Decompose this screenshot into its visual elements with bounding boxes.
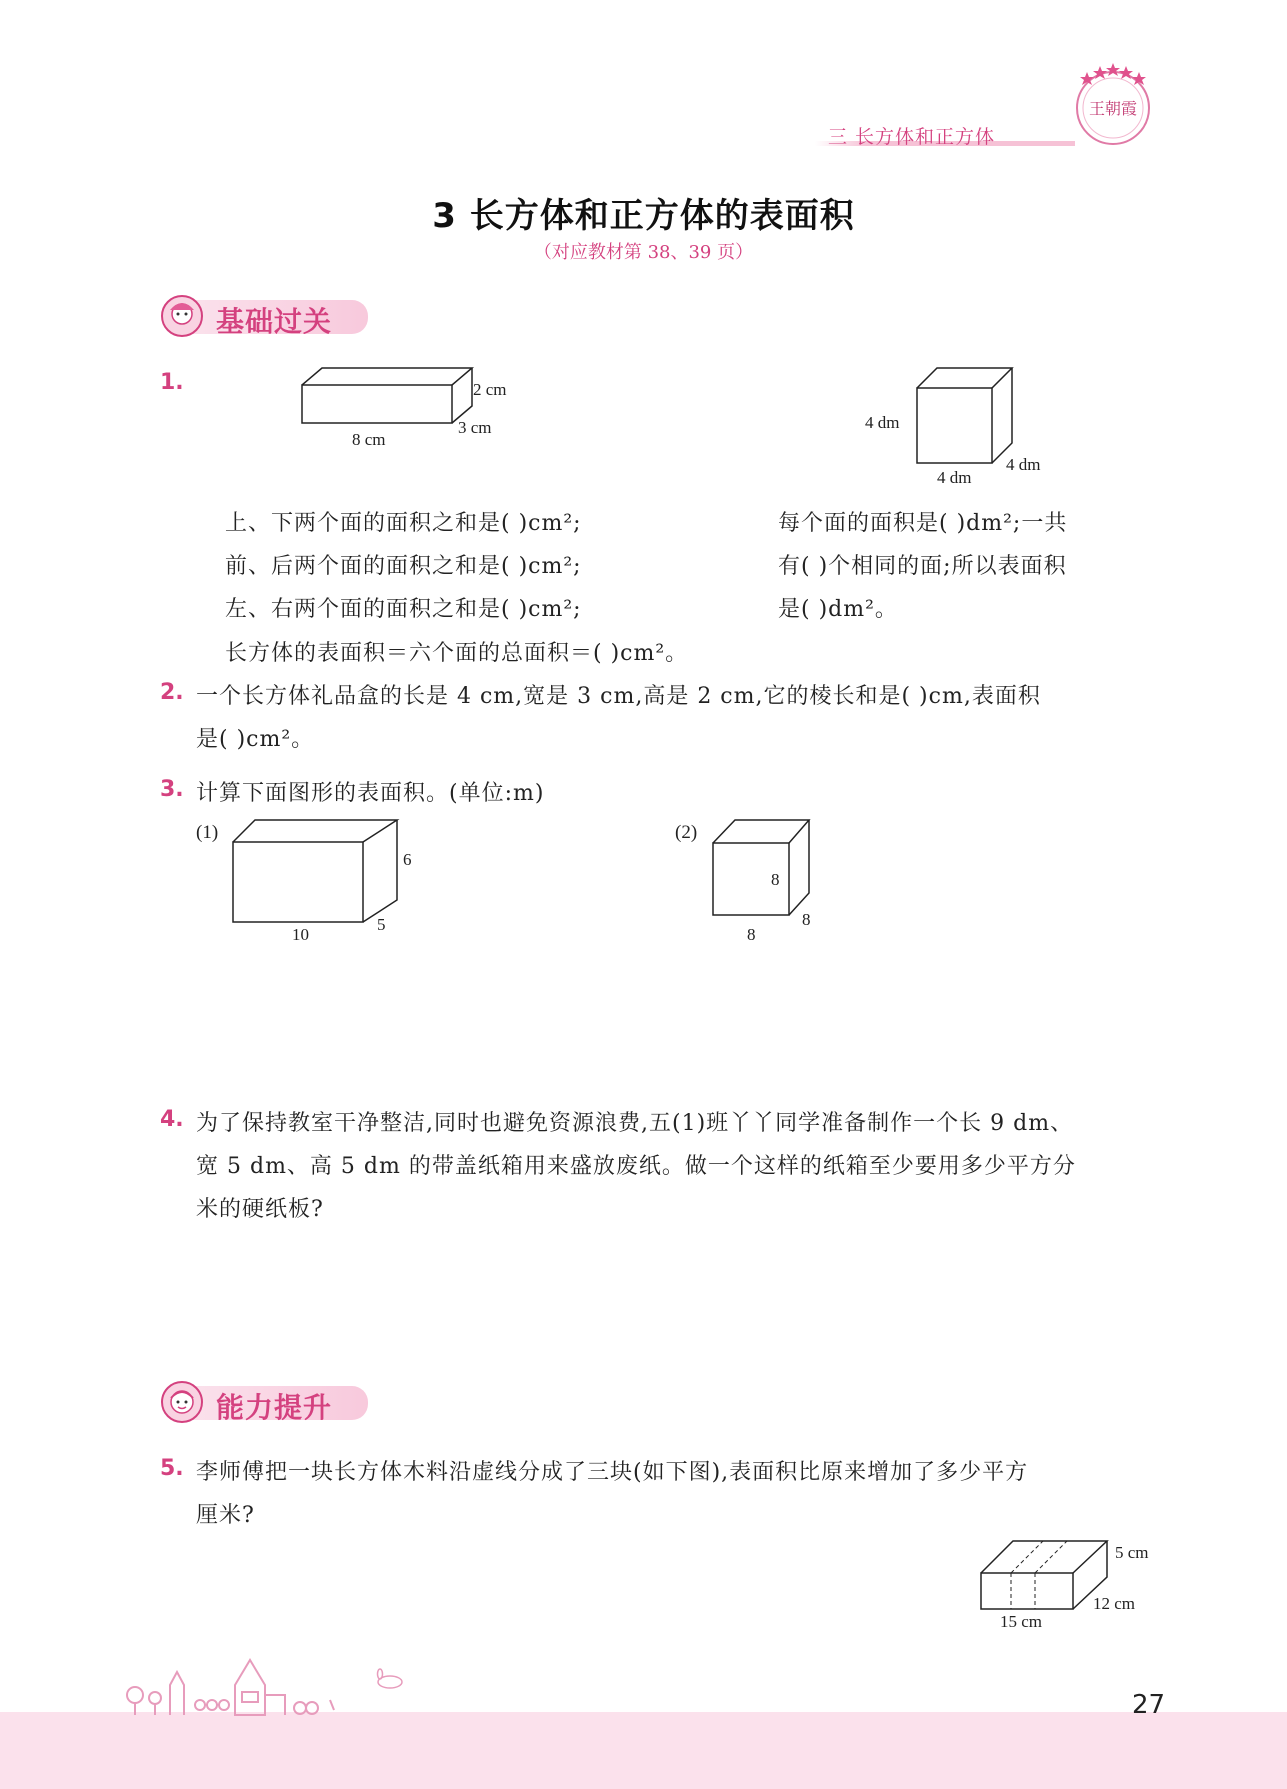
question-text: 米的硬纸板? <box>196 1197 324 1222</box>
dimension-label: 12 cm <box>1093 1594 1136 1613</box>
page-number: 27 <box>1132 1690 1166 1720</box>
question-text: 计算下面图形的表面积。(单位:m) <box>196 781 545 806</box>
figure-label: (2) <box>675 822 698 843</box>
figure-label: (1) <box>196 822 219 843</box>
dimension-label: 8 <box>802 910 811 929</box>
fill-blank-line: 每个面的面积是( )dm²;一共 <box>778 511 1068 536</box>
cube-figure-b <box>905 360 1025 470</box>
question-number: 1. <box>160 370 184 395</box>
question-text: 李师傅把一块长方体木料沿虚线分成了三块(如下图),表面积比原来增加了多少平方 <box>196 1460 1029 1485</box>
cuboid-figure-a <box>290 360 530 460</box>
question-number: 2. <box>160 680 184 705</box>
question-text: 一个长方体礼品盒的长是 4 cm,宽是 3 cm,高是 2 cm,它的棱长和是( )cm,表面积 <box>196 684 1041 709</box>
fill-blank-line: 前、后两个面的面积之和是( )cm²; <box>225 554 582 579</box>
publisher-logo <box>1067 58 1159 150</box>
dimension-label: 6 <box>403 850 412 869</box>
dimension-label: 10 <box>292 925 309 944</box>
question-number: 3. <box>160 777 184 802</box>
dimension-label: 15 cm <box>1000 1612 1043 1631</box>
running-head: 三 长方体和正方体 <box>828 126 996 148</box>
dimension-label: 8 <box>771 870 780 889</box>
fill-blank-line: 长方体的表面积＝六个面的总面积＝( )cm²。 <box>225 641 689 666</box>
textbook-reference: （对应教材第 38、39 页） <box>533 242 754 263</box>
section-banner-advanced <box>158 1378 378 1426</box>
question-number: 4. <box>160 1107 184 1132</box>
fill-blank-line: 是( )dm²。 <box>778 597 898 622</box>
section-title: 能力提升 <box>216 1391 333 1424</box>
dimension-label: 4 dm <box>865 413 900 432</box>
dimension-label: 8 cm <box>352 430 386 449</box>
dimension-label: 2 cm <box>473 380 507 399</box>
question-text: 是( )cm²。 <box>196 727 315 752</box>
dimension-label: 4 dm <box>937 468 972 487</box>
dimension-label: 3 cm <box>458 418 492 437</box>
svg-text:王朝霞: 王朝霞 <box>1088 99 1138 118</box>
dimension-label: 5 <box>377 915 386 934</box>
cube-figure-2 <box>705 815 825 920</box>
question-text: 宽 5 dm、高 5 dm 的带盖纸箱用来盛放废纸。做一个这样的纸箱至少要用多少平方分 <box>196 1154 1076 1179</box>
section-banner-basic <box>158 292 378 340</box>
fill-blank-line: 有( )个相同的面;所以表面积 <box>778 554 1067 579</box>
question-text: 厘米? <box>196 1503 255 1528</box>
page-title: 3 长方体和正方体的表面积 <box>432 196 855 236</box>
cuboid-figure-1 <box>225 815 405 930</box>
section-title: 基础过关 <box>216 305 333 338</box>
dimension-label: 8 <box>747 925 756 944</box>
girl-icon <box>158 292 206 340</box>
fill-blank-line: 上、下两个面的面积之和是( )cm²; <box>225 511 582 536</box>
question-text: 为了保持教室干净整洁,同时也避免资源浪费,五(1)班丫丫同学准备制作一个长 9 dm、 <box>196 1111 1074 1136</box>
question-number: 5. <box>160 1456 184 1481</box>
fill-blank-line: 左、右两个面的面积之和是( )cm²; <box>225 597 582 622</box>
boy-icon <box>158 1378 206 1426</box>
dimension-label: 5 cm <box>1115 1543 1149 1562</box>
bunny-icon <box>372 1668 406 1690</box>
footer-band <box>0 1712 1287 1789</box>
dimension-label: 4 dm <box>1006 455 1041 474</box>
